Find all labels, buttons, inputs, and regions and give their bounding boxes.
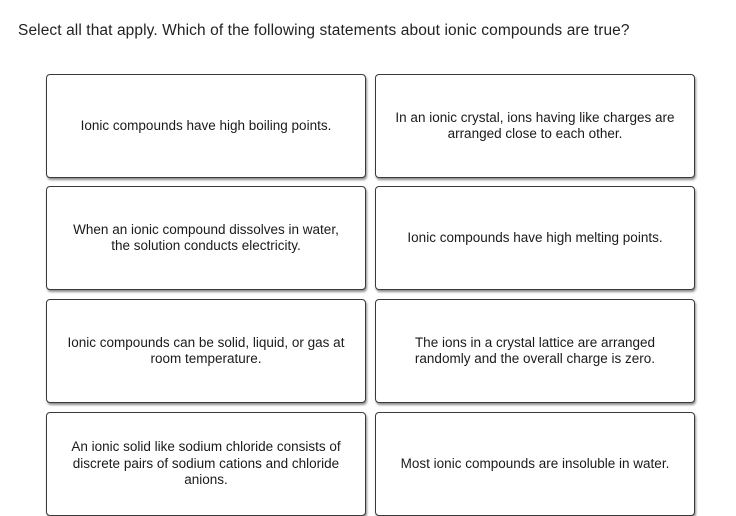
answer-option-3[interactable] <box>46 186 366 290</box>
question-prompt: Select all that apply. Which of the following statements about ionic compounds are true? <box>18 22 630 39</box>
answer-option-label: Ionic compounds can be solid, liquid, or gas at room temperature. <box>67 334 345 366</box>
answer-option-5[interactable] <box>46 299 366 403</box>
answer-option-label: Ionic compounds have high boiling points. <box>80 117 332 133</box>
answer-option-4[interactable] <box>375 186 695 290</box>
answer-option-label: In an ionic crystal, ions having like charges are arranged close to each other. <box>395 109 675 141</box>
answer-option-label: Ionic compounds have high melting points. <box>407 229 663 245</box>
answer-option-label: When an ionic compound dissolves in water, the solution conducts electricity. <box>73 221 339 253</box>
answer-option-8[interactable] <box>375 412 695 516</box>
answer-option-label: An ionic solid like sodium chloride consists of discrete pairs of sodium cations and chloride anions. <box>71 439 341 488</box>
answer-option-6[interactable] <box>375 299 695 403</box>
answer-option-1[interactable] <box>46 74 366 178</box>
answer-option-label: The ions in a crystal lattice are arranged randomly and the overall charge is zero. <box>414 334 656 366</box>
answer-option-label: Most ionic compounds are insoluble in water. <box>400 455 670 471</box>
answer-option-2[interactable] <box>375 74 695 178</box>
answer-option-7[interactable] <box>46 412 366 516</box>
